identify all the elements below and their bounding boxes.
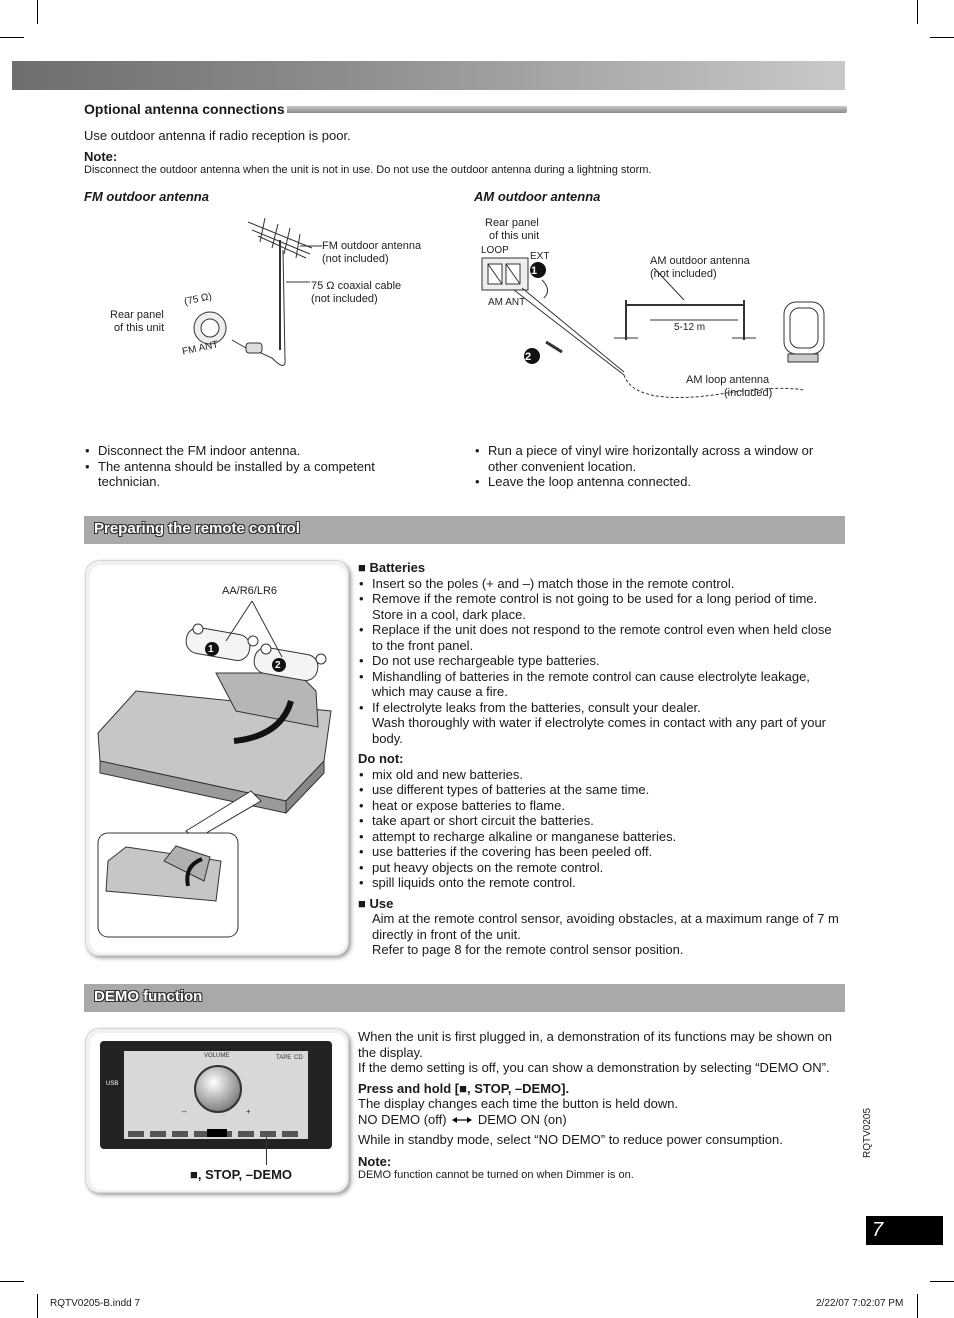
remote-section-heading: Preparing the remote control	[84, 516, 845, 544]
crop-mark	[917, 0, 918, 24]
crop-mark	[0, 37, 24, 38]
crop-mark	[930, 37, 954, 38]
batteries-bullets: • Insert so the poles (+ and –) match those in the remote control. • Remove if the remote control is not going to be used for a long period of time. Store in a cool, dark place. • Replace if the unit does not respond to the remote control even when held close to the front panel. • Do not use rechargeable type batteries. • Mishandling of batteries in the remote control can cause electrolyte leakage, which may cause a fire. • If electrolyte leaks from the batteries, consult your dealer.	[358, 576, 844, 716]
am-antenna-diagram: 1 2 Rear panel of this unit LOOP EXT AM ANT AM outdoor antenna (not included) 5-12 m AM loop antenna (included)	[474, 210, 844, 430]
double-arrow-icon	[452, 1116, 472, 1124]
demo-instructions: When the unit is first plugged in, a demonstration of its functions may be shown on the display. If the demo setting is off, you can show a demonstration by selecting “DEMO ON”. Press and hold [■, STOP, –DEMO]. The display changes each time the button is held down. NO DEMO (off) DEMO ON (on) While in standby mode, select “NO DEMO” to reduce power consumption. Note: DEMO function cannot be turned on when Dimmer is on.	[358, 1029, 844, 1182]
antenna-note-text: Disconnect the outdoor antenna when the unit is not in use. Do not use the outdoor antenna during a lightning storm.	[84, 164, 652, 176]
volume-knob[interactable]	[194, 1065, 242, 1113]
donot-bullets: • mix old and new batteries. • use different types of batteries at the same time. • heat or expose batteries to flame. • take apart or short circuit the batteries. • attempt to recharge alkaline or manganese batteries. • use batteries if the covering has been peeled off. • put heavy objects on the remote control. • spill liquids onto the remote control.	[358, 767, 844, 891]
stop-demo-button[interactable]	[207, 1129, 227, 1137]
demo-toggle-line: NO DEMO (off) DEMO ON (on)	[358, 1111, 567, 1127]
demo-illustration-box	[85, 1028, 349, 1193]
remote-illustration-box: AA/R6/LR6 1 2	[85, 560, 349, 956]
crop-mark	[37, 1294, 38, 1318]
stop-demo-caption: ■, STOP, –DEMO	[190, 1167, 293, 1182]
fm-antenna-diagram: FM outdoor antenna (not included) 75 Ω coaxial cable (not included) Rear panel of this unit (75 Ω) FM ANT	[100, 210, 450, 430]
antenna-intro: Use outdoor antenna if radio reception is poor.	[84, 128, 351, 143]
crop-mark	[0, 1281, 24, 1282]
remote-instructions: ■ Batteries • Insert so the poles (+ and –) match those in the remote control. • Remove if the remote control is not going to be used for a long period of time. Store in a cool, dark place. • Replace if the unit does not respond to the remote control even when held close to the front panel. • Do not use rechargeable type batteries. • Mishandling of batteries in the remote control can cause electrolyte leakage, which may cause a fire. • If electrolyte leaks from the batteries, consult your dealer. Wash thoroughly with water if electrolyte comes in contact with any part of your body. Do not: • mix old and new batteries. • use different types of batteries at the same time. • heat or expose batteries to flame. • take apart or short circuit the batteries. • attempt to recharge alkaline or manganese batteries. • use batteries if the covering has been peeled off. • put heavy objects on the remote control. • spill liquids onto the remote control. ■ Use Aim at the remote control sensor, avoiding obstacles, at a maximum range of 7 m directly in front of the unit. Refer to page 8 for the remote control sensor position.	[358, 560, 844, 958]
front-panel: VOLUME TAPE CD USB – +	[100, 1041, 332, 1149]
document-code: RQTV0205	[862, 1107, 873, 1158]
antenna-section-heading: Optional antenna connections	[84, 102, 847, 118]
fm-bullets: • Disconnect the FM indoor antenna. • The antenna should be installed by a competent technician.	[84, 443, 434, 490]
demo-section-heading: DEMO function	[84, 984, 845, 1012]
header-bar	[12, 61, 845, 90]
crop-mark	[917, 1294, 918, 1318]
footer-filename: RQTV0205-B.indd 7	[50, 1298, 141, 1309]
footer-timestamp: 2/22/07 7:02:07 PM	[816, 1298, 904, 1309]
page-number: 7	[866, 1216, 943, 1245]
fm-title: FM outdoor antenna	[84, 189, 209, 204]
antenna-note-label: Note:	[84, 149, 118, 164]
am-title: AM outdoor antenna	[474, 189, 601, 204]
crop-mark	[930, 1281, 954, 1282]
am-bullets: • Run a piece of vinyl wire horizontally across a window or other convenient location. • Leave the loop antenna connected.	[474, 443, 844, 490]
crop-mark	[37, 0, 38, 24]
